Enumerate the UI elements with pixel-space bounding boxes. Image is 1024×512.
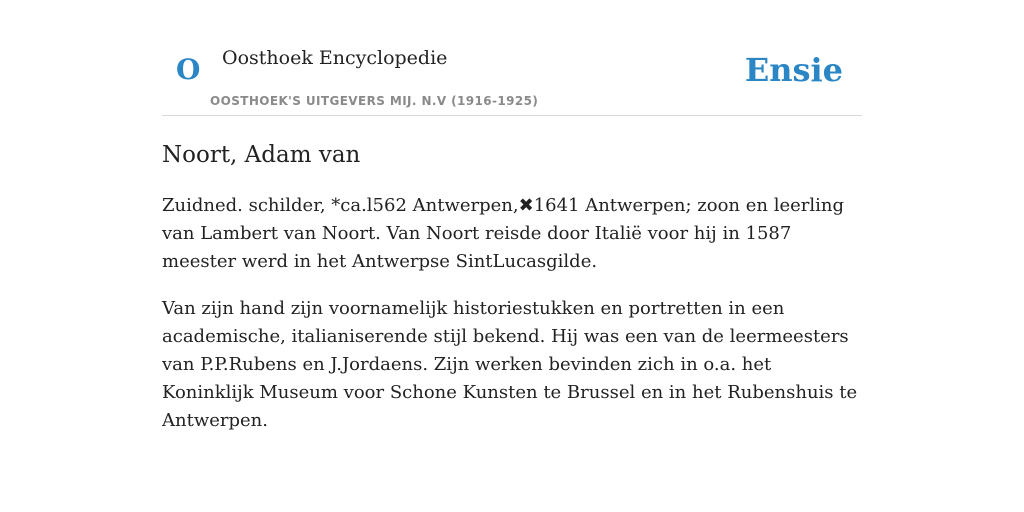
source-logo: O [176, 53, 201, 86]
entry-paragraph-1: Zuidned. schilder, *ca.l562 Antwerpen,✖1641 Antwerpen; zoon en leerling van Lambert van Noort. Van Noort reisde door Italië voor hij in 1587 meester werd in het Antwerpse SintLucasgilde. [162, 195, 844, 272]
source-title[interactable]: Oosthoek Encyclopedie [222, 47, 448, 69]
ensie-brand-logo[interactable]: Ensie [744, 51, 843, 89]
entry-paragraph-2: Van zijn hand zijn voornamelijk historiestukken en portretten in een academische, italianiserende stijl bekend. Hij was een van de leermeesters van P.P.Rubens en J.Jordaens. Zijn werken bevinden zich in o.a. het Koninklijk Museum voor Schone Kunsten te Brussel en in het Rubenshuis te Antwerpen. [162, 298, 858, 431]
page [162, 0, 862, 431]
source-subtitle: OOSTHOEK'S UITGEVERS MIJ. N.V (1916-1925) [210, 94, 539, 108]
source-header [162, 0, 862, 116]
entry-title: Noort, Adam van [162, 142, 361, 168]
